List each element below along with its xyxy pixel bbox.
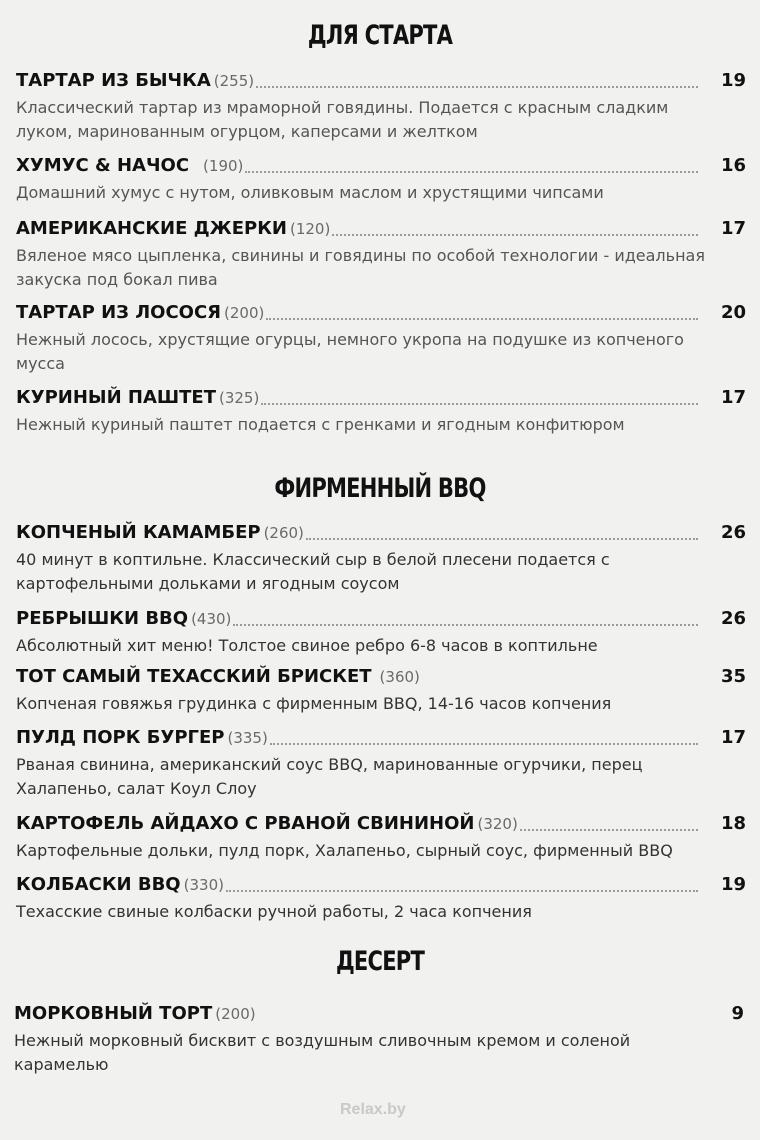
item-weight: (325) xyxy=(218,389,260,407)
item-name: ТОТ САМЫЙ ТЕХАССКИЙ БРИСКЕТ xyxy=(16,666,372,687)
item-name: ТАРТАР ИЗ ЛОСОСЯ xyxy=(16,302,222,323)
item-price: 26 xyxy=(720,522,746,543)
dot-leader xyxy=(256,82,698,88)
item-weight: (260) xyxy=(263,524,304,542)
menu-item xyxy=(16,387,746,437)
dot-leader xyxy=(245,167,698,173)
item-description: 40 минут в коптильне. Классический сыр в белой плесени подается с картофельными дольками и ягодным соусом xyxy=(16,550,610,593)
item-weight: (255) xyxy=(213,72,255,90)
dot-leader xyxy=(258,1015,696,1021)
item-price: 17 xyxy=(720,387,746,408)
menu-item xyxy=(16,522,746,596)
menu-item xyxy=(16,608,746,658)
item-price: 18 xyxy=(720,813,746,834)
menu-item xyxy=(16,70,746,144)
item-description: Нежный лосось, хрустящие огурцы, немного укропа на подушке из копченого мусса xyxy=(16,330,684,373)
menu-item xyxy=(16,302,746,376)
item-price: 17 xyxy=(720,727,746,748)
item-description: Рваная свинина, американский соус BBQ, маринованные огурчики, перец Халапеньо, салат Коул Слоу xyxy=(16,755,643,798)
dot-leader xyxy=(422,678,698,684)
item-name: КАРТОФЕЛЬ АЙДАХО С РВАНОЙ СВИНИНОЙ xyxy=(16,813,475,834)
dot-leader xyxy=(520,825,698,831)
item-weight: (360) xyxy=(379,668,420,686)
dot-leader xyxy=(306,534,698,540)
item-description: Нежный куриный паштет подается с гренками и ягодным конфитюром xyxy=(16,415,625,434)
item-weight: (330) xyxy=(183,876,224,894)
dot-leader xyxy=(270,739,698,745)
item-name: ХУМУС & НАЧОС xyxy=(16,155,190,176)
section-title-bbq: ФИРМЕННЫЙ BBQ xyxy=(274,473,486,504)
dot-leader xyxy=(226,886,698,892)
section-title-dessert: ДЕСЕРТ xyxy=(335,946,425,977)
item-weight: (320) xyxy=(477,815,518,833)
item-price: 19 xyxy=(720,70,746,91)
item-description: Нежный морковный бисквит с воздушным сливочным кремом и соленой карамелью xyxy=(14,1031,631,1074)
item-price: 9 xyxy=(731,1003,744,1024)
item-weight: (335) xyxy=(227,729,268,747)
item-name: РЕБРЫШКИ BBQ xyxy=(16,608,189,629)
item-price: 35 xyxy=(720,666,746,687)
watermark-logo: Relax.by xyxy=(340,1101,406,1118)
item-price: 17 xyxy=(720,218,746,239)
item-description: Техасские свиные колбаски ручной работы, 2 часа копчения xyxy=(16,902,532,921)
item-description: Домашний хумус с нутом, оливковым маслом и хрустящими чипсами xyxy=(16,183,604,202)
item-name: ТАРТАР ИЗ БЫЧКА xyxy=(16,70,211,91)
item-weight: (200) xyxy=(215,1005,256,1023)
item-weight: (120) xyxy=(289,220,331,238)
item-description: Классический тартар из мраморной говядины. Подается с красным сладким луком, маринованным огурцом, каперсами и желтком xyxy=(16,98,669,141)
item-price: 20 xyxy=(720,302,746,323)
item-name: КУРИНЫЙ ПАШТЕТ xyxy=(16,387,216,408)
item-weight: (200) xyxy=(224,304,265,322)
menu-item xyxy=(14,1003,744,1077)
item-name: КОПЧЕНЫЙ КАМАМБЕР xyxy=(16,522,261,543)
dot-leader xyxy=(233,620,698,626)
item-name: ПУЛД ПОРК БУРГЕР xyxy=(16,727,225,748)
item-description: Копченая говяжья грудинка с фирменным BBQ, 14-16 часов копчения xyxy=(16,694,612,713)
menu-item xyxy=(16,813,746,863)
menu-item xyxy=(16,666,746,716)
item-weight: (190) xyxy=(203,157,244,175)
item-price: 16 xyxy=(720,155,746,176)
item-description: Абсолютный хит меню! Толстое свиное ребро 6-8 часов в коптильне xyxy=(16,636,598,655)
item-price: 26 xyxy=(720,608,746,629)
item-name: МОРКОВНЫЙ ТОРТ xyxy=(14,1003,213,1024)
item-price: 19 xyxy=(720,874,746,895)
item-description: Картофельные дольки, пулд порк, Халапеньо, сырный соус, фирменный BBQ xyxy=(16,841,673,860)
dot-leader xyxy=(261,399,698,405)
dot-leader xyxy=(266,314,698,320)
menu-item xyxy=(16,874,746,924)
item-weight: (430) xyxy=(191,610,232,628)
menu-item xyxy=(16,218,746,292)
item-name: АМЕРИКАНСКИЕ ДЖЕРКИ xyxy=(16,218,287,239)
dot-leader xyxy=(332,230,698,236)
section-title-starters: ДЛЯ СТАРТА xyxy=(307,20,453,51)
item-description: Вяленое мясо цыпленка, свинины и говядины по особой технологии - идеальная закуска под бокал пива xyxy=(16,246,705,289)
menu-item xyxy=(16,155,746,205)
menu-item xyxy=(16,727,746,801)
item-name: КОЛБАСКИ BBQ xyxy=(16,874,181,895)
